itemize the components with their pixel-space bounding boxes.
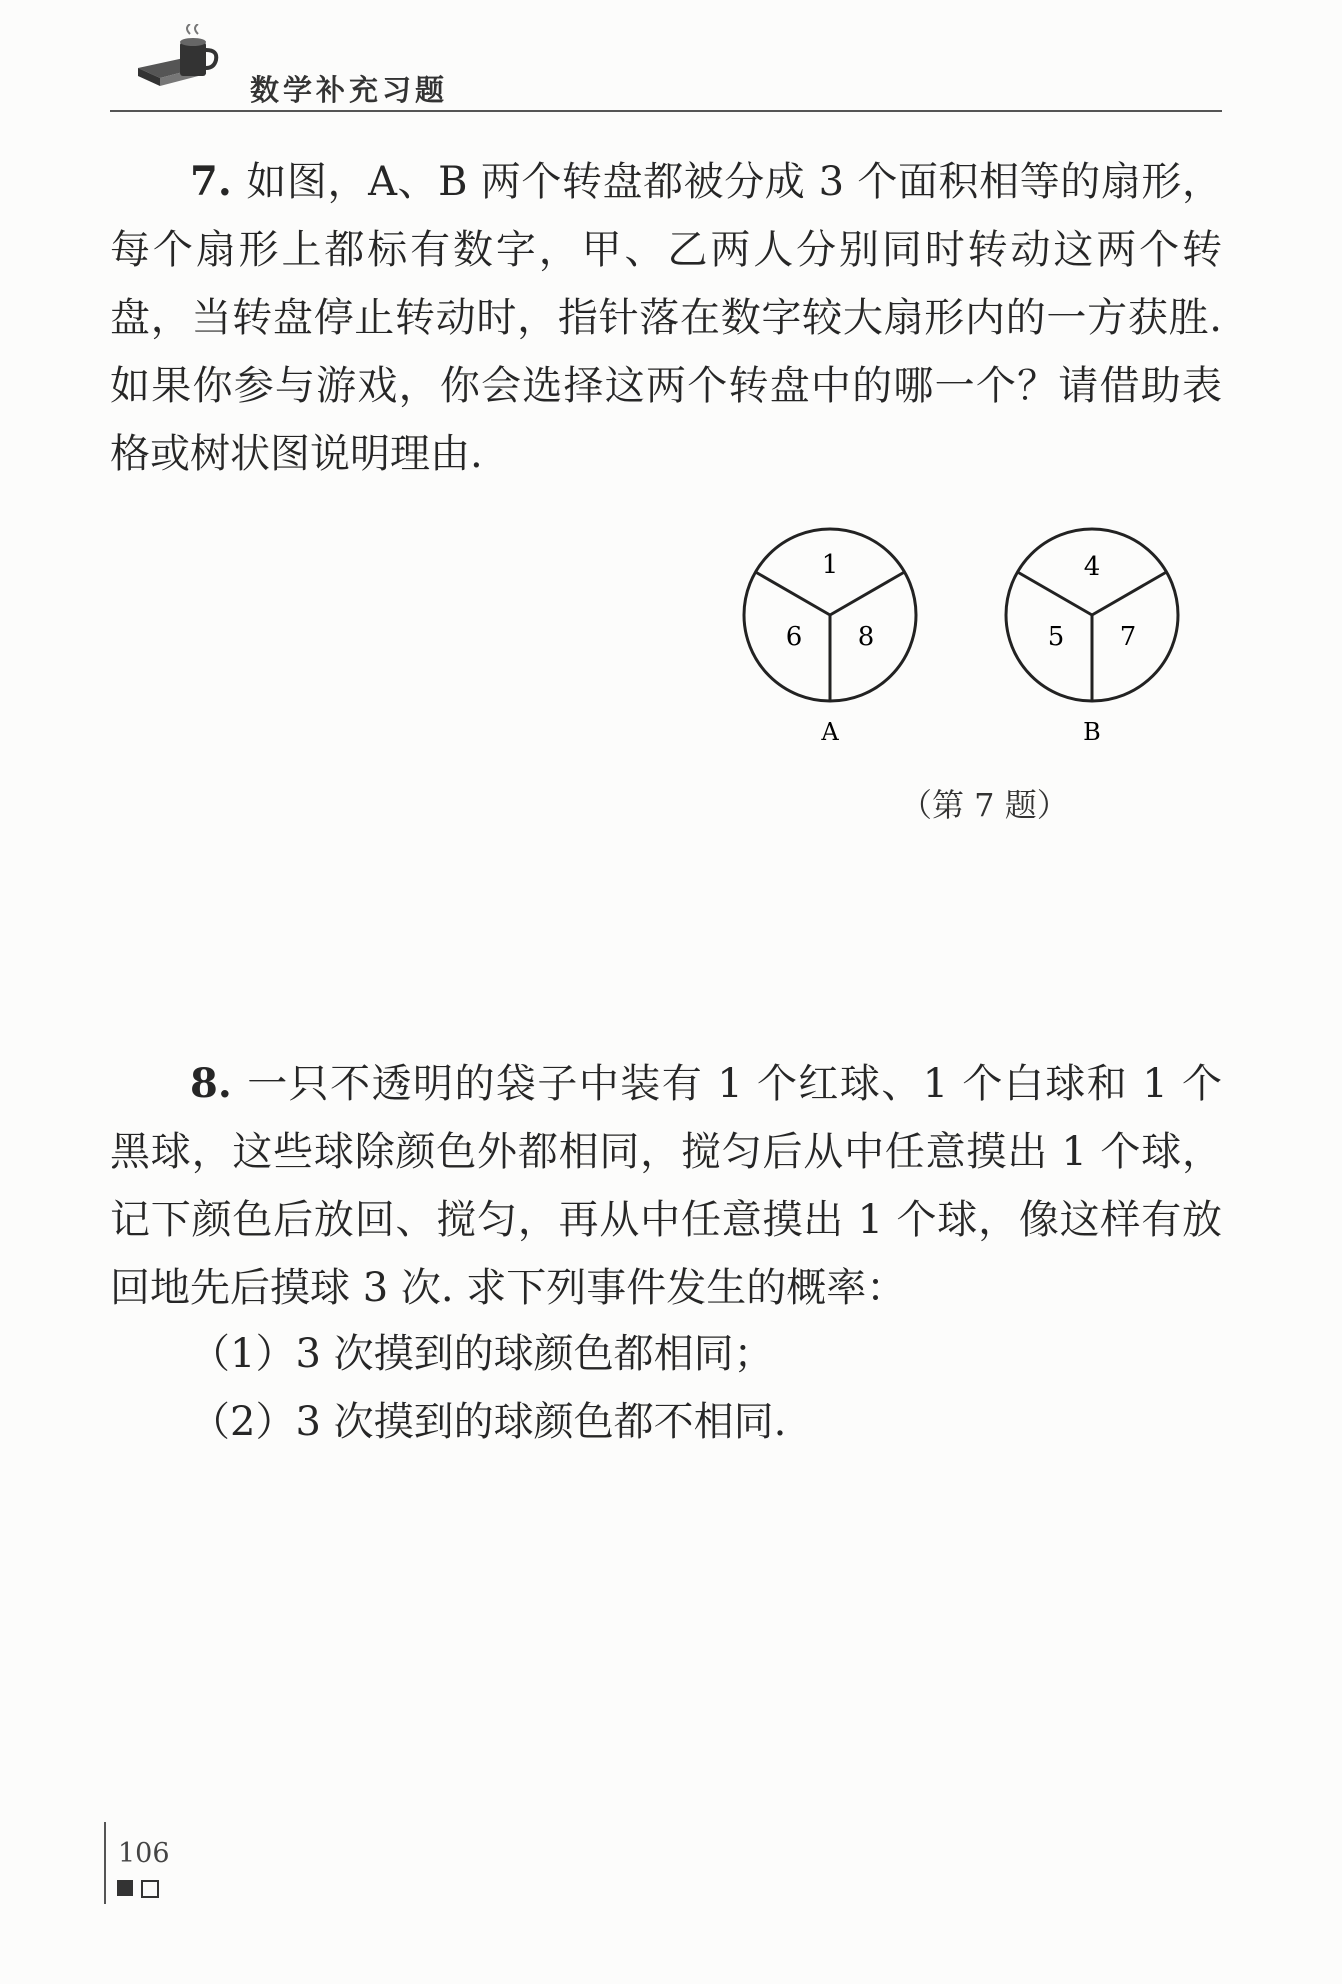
page-number: 106 [118, 1838, 170, 1869]
spinner-figure [735, 520, 1195, 760]
figure-caption: （第 7 题） [900, 786, 1069, 824]
spinner-b-top-number: 4 [1083, 552, 1101, 582]
problem-8-text: 一只不透明的袋子中装有 1 个红球、1 个白球和 1 个黑球，这些球除颜色外都相同，搅匀后从中任意摸出 1 个球，记下颜色后放回、搅匀，再从中任意摸出 1 个球，像这样有放回地先后摸球 3 次. 求下列事件发生的概率： [110, 1061, 1222, 1311]
spinner-a-left-number: 6 [785, 622, 803, 652]
spinner-b-label: B [1083, 718, 1101, 746]
empty-square-icon [141, 1880, 159, 1898]
problem-8-part-1: （1）3 次摸到的球颜色都相同； [190, 1331, 774, 1377]
problem-7-text: 如图，A、B 两个转盘都被分成 3 个面积相等的扇形，每个扇形上都标有数字，甲、乙两人分别同时转动这两个转盘，当转盘停止转动时，指针落在数字较大扇形内的一方获胜. 如果你参与游戏，你会选择这两个转盘中的哪一个？请借助表格或树状图说明理由. [110, 159, 1222, 477]
spinner-b-left-number: 5 [1047, 622, 1065, 652]
spinner-a-right-number: 8 [857, 622, 875, 652]
spinner-b-right-number: 7 [1119, 622, 1137, 652]
spinner-a [744, 529, 916, 746]
spinner-a-top-number: 1 [821, 550, 839, 580]
spinner-a-label: A [821, 718, 839, 746]
spinner-b [1006, 529, 1178, 746]
footer-rule [104, 1822, 106, 1904]
problem-8-part-2: （2）3 次摸到的球颜色都不相同. [190, 1399, 787, 1445]
filled-square-icon [117, 1880, 133, 1896]
problem-8-number: 8. [190, 1060, 232, 1107]
header-divider [110, 110, 1222, 112]
book-and-cup-icon [132, 24, 222, 99]
book-title: 数学补充习题 [250, 73, 449, 107]
problem-8 [110, 1050, 1222, 1322]
problem-7-number: 7. [190, 158, 232, 205]
problem-7 [110, 148, 1222, 488]
